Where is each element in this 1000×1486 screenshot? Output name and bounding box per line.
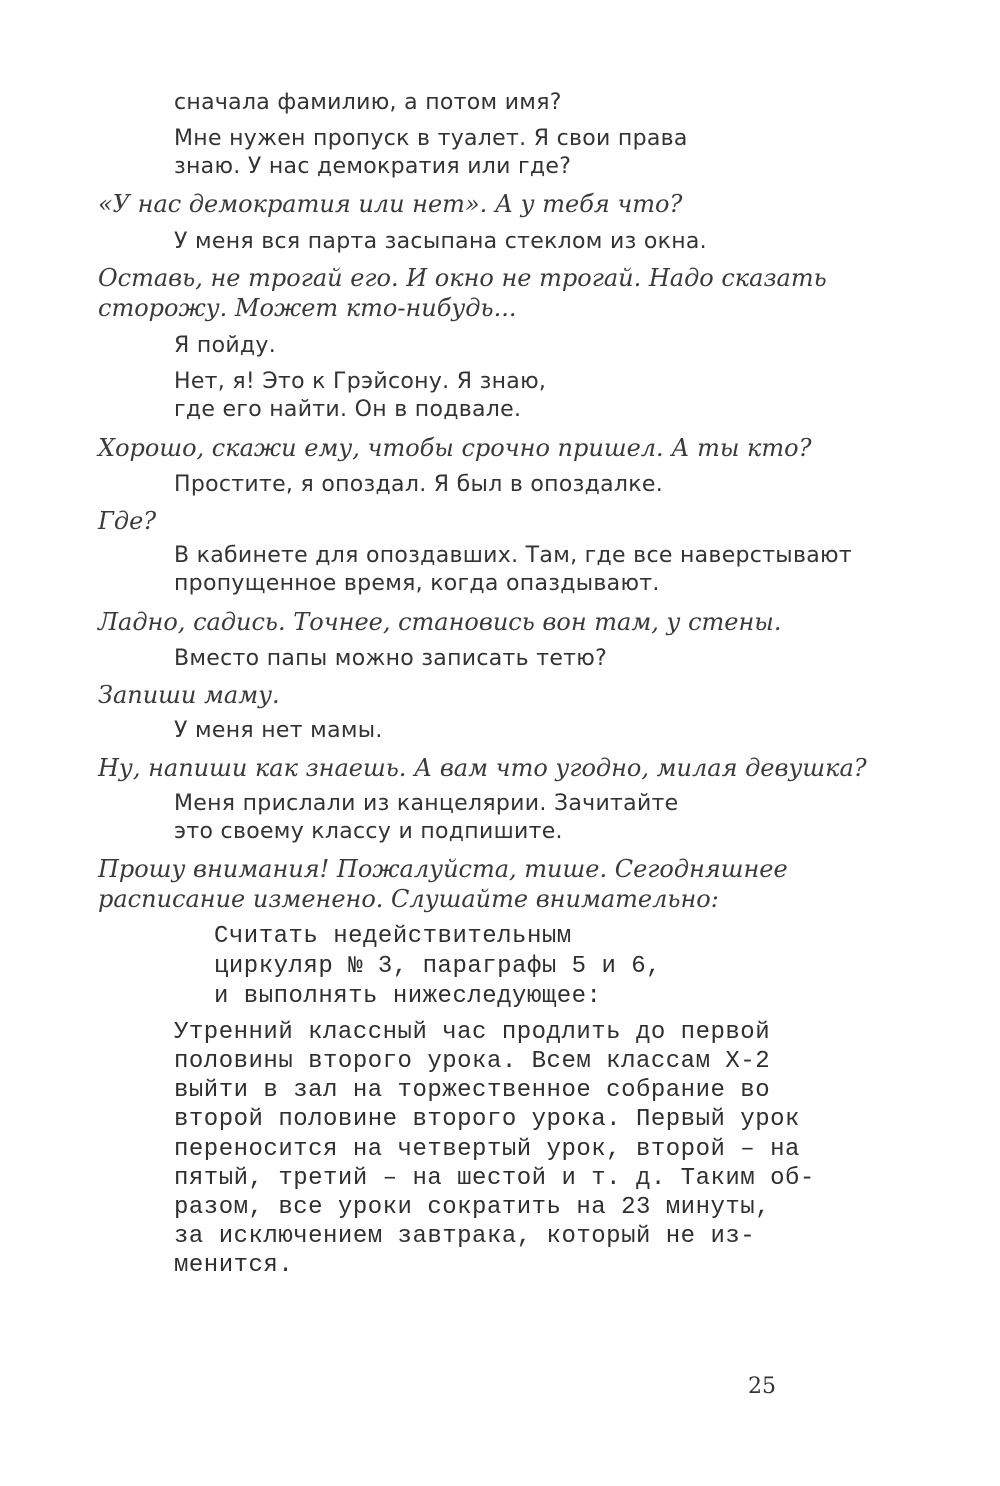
text-line: Нет, я! Это к Грэйсону. Я знаю, — [174, 369, 547, 394]
text-line: где его найти. Он в подвале. — [174, 397, 522, 422]
typewriter-line: половины второго урока. Всем классам Х-2 — [174, 1048, 771, 1075]
italic-text-line: Прошу внимания! Пожалуйста, тише. Сегодняшнее — [98, 855, 788, 883]
typewriter-line: переносится на четвертый урок, второй – на — [174, 1136, 800, 1163]
typewriter-line: менится. — [174, 1252, 294, 1279]
text-line: Я пойду. — [174, 333, 277, 358]
typewriter-line: Считать недействительным — [214, 923, 572, 950]
text-line: знаю. У нас демократия или где? — [174, 154, 572, 179]
typewriter-line: Утренний классный час продлить до первой — [174, 1019, 771, 1046]
typewriter-line: и выполнять нижеследующее: — [214, 983, 602, 1010]
text-line: это своему классу и подпишите. — [174, 819, 563, 844]
typewriter-line: циркуляр № 3, параграфы 5 и 6, — [214, 953, 662, 980]
text-line: Простите, я опоздал. Я был в опоздалке. — [174, 472, 663, 497]
italic-text-line: Где? — [98, 507, 157, 535]
italic-text-line: Оставь, не трогай его. И окно не трогай. Надо сказать — [98, 264, 827, 292]
typewriter-line: второй половине второго урока. Первый урок — [174, 1106, 800, 1133]
typewriter-line: пятый, третий – на шестой и т. д. Таким об- — [174, 1165, 815, 1192]
italic-text-line: Запиши маму. — [98, 681, 280, 709]
text-line: В кабинете для опоздавших. Там, где все наверстывают — [174, 543, 852, 568]
text-line: Меня прислали из канцелярии. Зачитайте — [174, 791, 679, 816]
text-line: У меня нет мамы. — [174, 718, 383, 743]
typewriter-line: за исключением завтрака, который не из- — [174, 1223, 756, 1250]
text-line: сначала фамилию, а потом имя? — [174, 90, 562, 115]
text-line: У меня вся парта засыпана стеклом из окна. — [174, 229, 707, 254]
italic-text-line: Ладно, садись. Точнее, становись вон там, у стены. — [98, 608, 782, 636]
typewriter-line: выйти в зал на торжественное собрание во — [174, 1077, 771, 1104]
italic-text-line: сторожу. Может кто-нибудь... — [98, 294, 517, 322]
text-line: Вместо папы можно записать тетю? — [174, 646, 608, 671]
page-number: 25 — [748, 1374, 776, 1399]
italic-text-line: «У нас демократия или нет». А у тебя что? — [98, 190, 683, 218]
text-line: Мне нужен пропуск в туалет. Я свои права — [174, 126, 688, 151]
italic-text-line: расписание изменено. Слушайте внимательно: — [98, 885, 719, 913]
italic-text-line: Хорошо, скажи ему, чтобы срочно пришел. А ты кто? — [98, 434, 812, 462]
typewriter-line: разом, все уроки сократить на 23 минуты, — [174, 1194, 771, 1221]
italic-text-line: Ну, напиши как знаешь. А вам что угодно, милая девушка? — [98, 754, 867, 782]
text-line: пропущенное время, когда опаздывают. — [174, 571, 660, 596]
